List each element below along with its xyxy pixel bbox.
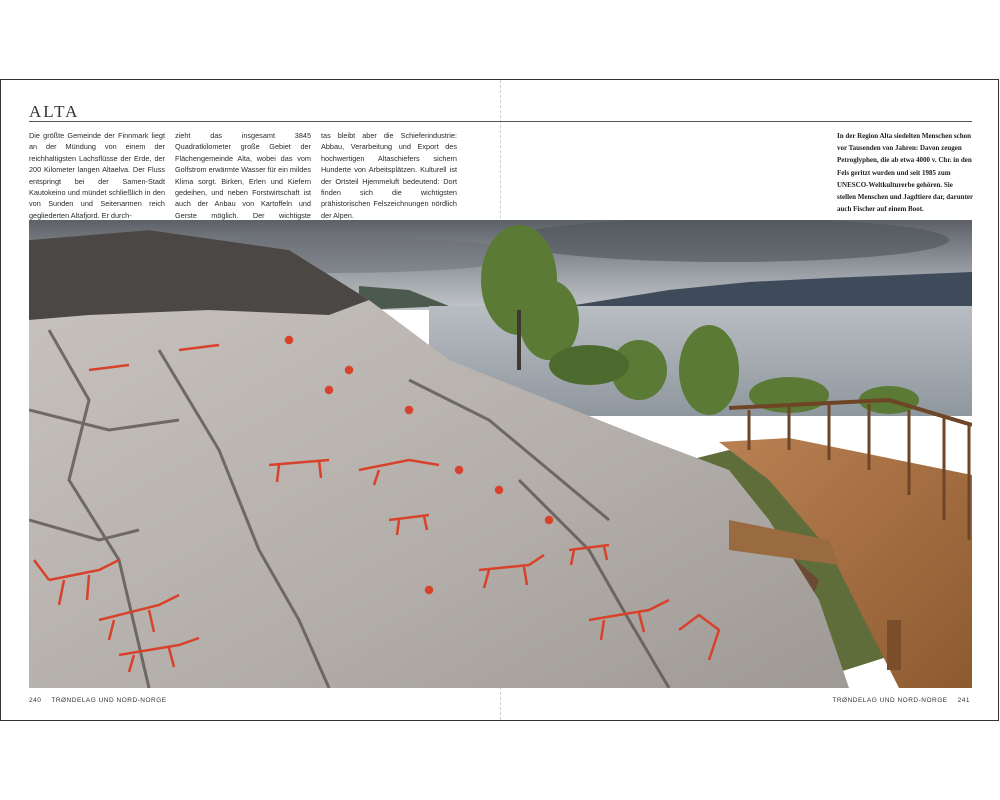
body-column-2: zieht das insgesamt 3845 Quadratkilometer große Gebiet der Flächengemeinde Alta, wobei das vom Golfstrom erwärmte Wasser für ein mildes Klima sorgt. Birken, Erlen und Kiefern gedeihen, und neben Forstwirtschaft ist auch der Anbau von Kartoffeln und Gerste möglich. Der wichtigste	[175, 131, 311, 220]
page-number-left: 240	[29, 697, 42, 704]
body-column-1: Die größte Gemeinde der Finnmark liegt an der Mündung von einem der reichhaltigsten Lachsflüsse der Erde, der 200 Kilometer langen Altaelva. Der Fluss entspringt bei der Samen-Stadt Kautokeino und mündet schließlich in den von Sunden und Seitenarmen reich gegliederten Altafjord. Er durch-	[29, 131, 165, 220]
running-head-left: TRØNDELAG UND NORD-NORGE	[51, 697, 167, 704]
photo-caption: In der Region Alta siedelten Menschen schon vor Tausenden von Jahren: Davon zeugen Petroglyphen, die ab etwa 4000 v. Chr. in den Fels geritzt wurden und seit 1985 zum UNESCO-Weltkulturerbe gehören. Sie stellen Menschen und Jagdtiere dar, darunter auch Fischer auf einem Boot.	[837, 132, 973, 214]
running-head-right: TRØNDELAG UND NORD-NORGE	[832, 697, 948, 704]
page-number-right: 241	[957, 697, 970, 704]
footer-right	[832, 697, 970, 704]
title-rule	[29, 121, 972, 122]
section-title: ALTA	[29, 102, 80, 121]
body-column-3: tas bleibt aber die Schieferindustrie: Abbau, Verarbeitung und Export des hochwertigen Altaschiefers sichern Hunderte von Arbeitsplätzen. Kulturell ist der Ortsteil Hjemmeluft bedeutend: Dort finden sich die wichtigsten prähistorischen Felszeichnungen nördlich der Alpen.	[321, 131, 457, 220]
landscape-photo	[29, 220, 972, 688]
book-spread	[0, 79, 999, 721]
footer-left	[29, 697, 167, 704]
